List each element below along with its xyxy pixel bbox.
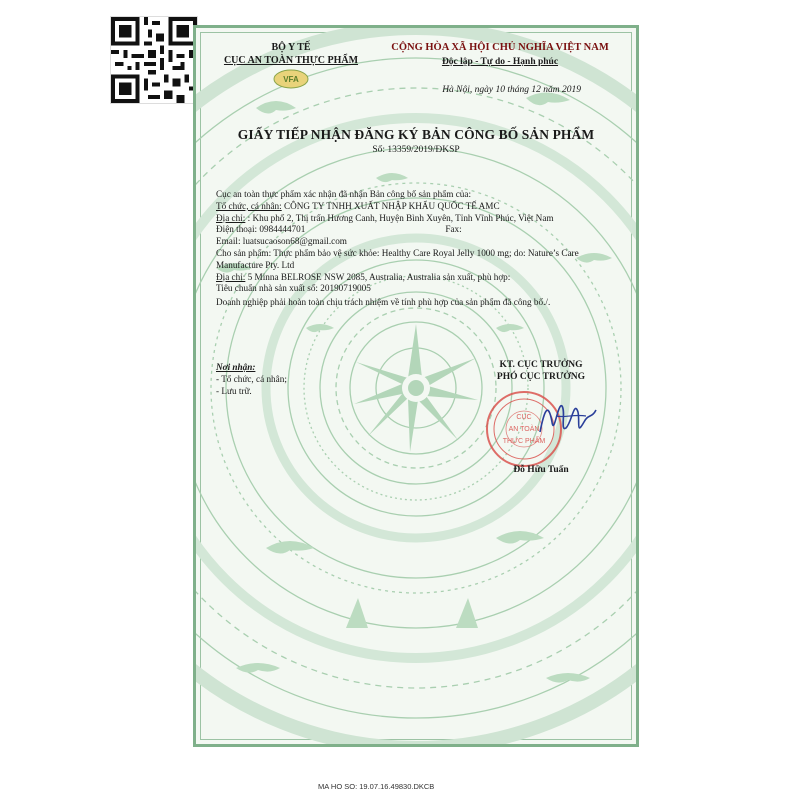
- organization-label: Tổ chức, cá nhân:: [216, 200, 282, 211]
- issuer-header: [206, 41, 376, 93]
- signature-title: [451, 359, 631, 383]
- contact-line: [216, 224, 611, 236]
- address-line: [216, 213, 611, 225]
- intro-text: Cục an toàn thực phẩm xác nhận đã nhận Bản công bố sản phẩm của:: [216, 189, 472, 199]
- document-body: [216, 189, 611, 309]
- email-text: Email: luatsucaoson68@gmail.com: [216, 236, 347, 247]
- record-code: MA HO SO: 19.07.16.49830.DKCB: [318, 782, 435, 791]
- recipient-item: - Lưu trữ.: [216, 385, 252, 396]
- producer-address-value: 5 Minna BELROSE NSW 2085, Australia, Australia sản xuất, phù hợp:: [247, 271, 511, 282]
- fax-text: Fax:: [445, 224, 462, 235]
- handwritten-signature: [534, 392, 604, 448]
- country-name: CỘNG HÒA XÃ HỘI CHỦ NGHĨA VIỆT NAM: [391, 42, 609, 53]
- address-label: Địa chỉ:: [216, 212, 246, 223]
- issue-date: Hà Nội, ngày 10 tháng 12 năm 2019: [442, 85, 581, 95]
- national-motto: Độc lập - Tự do - Hạnh phúc: [441, 57, 559, 67]
- department-name: CỤC AN TOÀN THỰC PHẨM: [223, 55, 359, 66]
- address-value: : Khu phố 2, Thị trấn Hương Canh, Huyện Bình Xuyên, Tỉnh Vĩnh Phúc, Việt Nam: [247, 212, 554, 223]
- producer-address-line: [216, 272, 611, 284]
- signature-title-line2: PHÓ CỤC TRƯỞNG: [496, 372, 586, 382]
- recipients-block: [216, 362, 287, 397]
- product-text: Cho sản phẩm: Thực phẩm bảo vệ sức khỏe: Healthy Care Royal Jelly 1000 mg; do: Nature’s Care Manufacture Pty. Ltd: [216, 247, 579, 270]
- producer-address-label: Địa chỉ:: [216, 271, 246, 282]
- phone-text: Điện thoại: 0984444701: [216, 224, 306, 235]
- document-number: Số: 13359/2019/ĐKSP: [372, 145, 460, 155]
- vfa-logo-icon: [273, 69, 309, 89]
- logo-text: VFA: [283, 75, 299, 84]
- signer-name: Đỗ Hữu Tuấn: [513, 465, 569, 475]
- recipient-item: - Tổ chức, cá nhân;: [216, 373, 287, 384]
- ministry-name: BỘ Y TẾ: [271, 42, 311, 53]
- organization-value: CÔNG TY TNHH XUẤT NHẬP KHẨU QUỐC TẾ AMC: [284, 200, 500, 211]
- national-header: [371, 41, 629, 69]
- stamp-text-bottom: THỰC PHẨM: [502, 438, 546, 445]
- signature-title-line1: KT. CỤC TRƯỞNG: [499, 360, 583, 370]
- recipients-label: Nơi nhận:: [216, 362, 256, 372]
- standard-text: Tiêu chuẩn nhà sản xuất số: 20190719005: [216, 283, 371, 294]
- qr-code: [110, 16, 198, 104]
- organization-line: [216, 201, 611, 213]
- stamp-text-top: CỤC: [516, 414, 532, 421]
- stamp-text-middle: AN TOÀN: [508, 426, 540, 433]
- responsibility-text: Doanh nghiệp phải hoàn toàn chịu trách nhiệm về tính phù hợp của sản phẩm đã công bố./.: [216, 297, 551, 308]
- certificate-document: [193, 25, 639, 747]
- document-title: GIẤY TIẾP NHẬN ĐĂNG KÝ BẢN CÔNG BỐ SẢN PHẨM: [237, 127, 595, 142]
